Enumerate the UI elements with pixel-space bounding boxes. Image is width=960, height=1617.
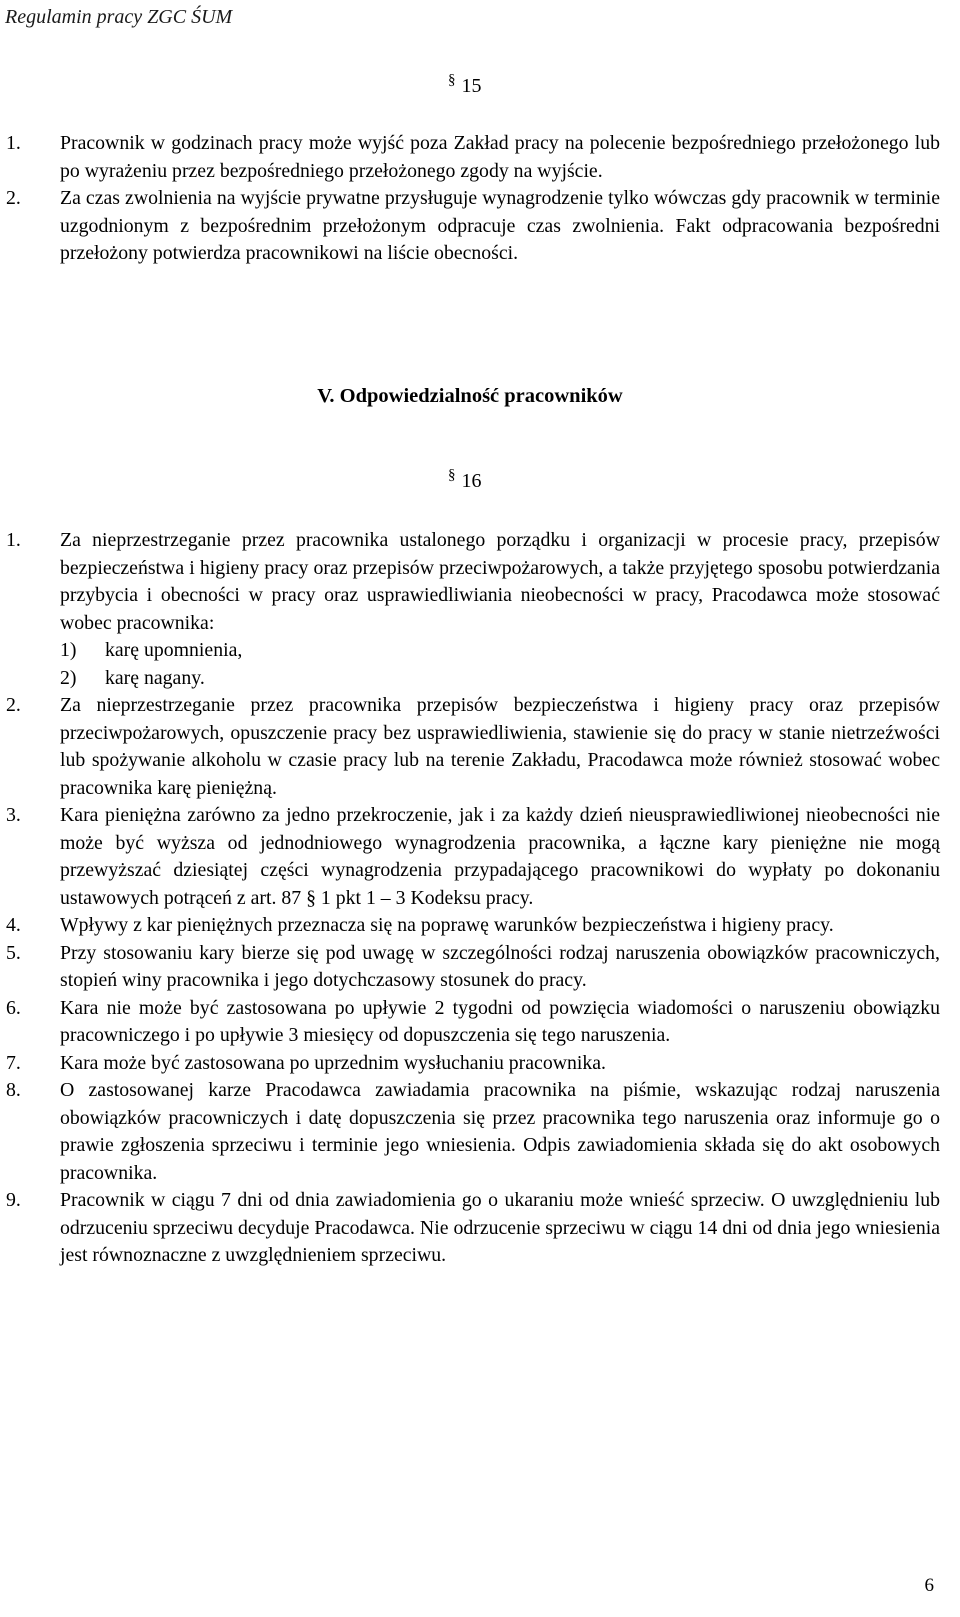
item-text: Za nieprzestrzeganie przez pracownika ustalonego porządku i organizacji w procesie pracy, przepisów bezpieczeństwa i higieny pracy oraz przepisów przeciwpożarowych, a także przyjętego sposobu potwierdzania przybycia i obecności w pracy oraz usprawiedliwiania nieobecności w pracy, Pracodawca może stosować wobec pracownika:: [60, 529, 940, 634]
item-text: Pracownik w godzinach pracy może wyjść poza Zakład pracy na polecenie bezpośredniego przełożonego lub po wyrażeniu przez bezpośredniego przełożonego zgody na wyjście.: [60, 132, 940, 182]
list-item: [0, 130, 940, 185]
sub-list-item: [60, 637, 940, 665]
item-number: 2.: [6, 187, 21, 209]
item-text: Kara pieniężna zarówno za jedno przekroczenie, jak i za każdy dzień nieusprawiedliwionej nieobecności nie może być wyższa od jednodniowego wynagrodzenia pracownika, a łączne kary pieniężne nie mogą przewyższać dziesiątej części wynagrodzenia przypadającego pracownikowi do wypłaty po dokonaniu ustawowych potrąceń z art. 87 § 1 pkt 1 – 3 Kodeksu pracy.: [60, 804, 940, 909]
list-item: [0, 1077, 940, 1187]
sub-item-number: 1): [60, 639, 77, 661]
item-number: 1.: [6, 529, 21, 551]
item-number: 8.: [6, 1079, 21, 1101]
section-sign: §: [448, 72, 456, 88]
sub-item-text: karę upomnienia,: [105, 639, 243, 661]
item-text: Przy stosowaniu kary bierze się pod uwagę w szczególności rodzaj naruszenia obowiązków pracowniczych, stopień winy pracownika i jego dotychczasowy stosunek do pracy.: [60, 941, 940, 991]
item-number: 5.: [6, 941, 21, 964]
document-header: Regulamin pracy ZGC ŚUM: [5, 6, 233, 28]
paragraph-15-list: [0, 130, 940, 268]
item-number: 3.: [6, 804, 21, 826]
list-item: [0, 940, 940, 995]
section-sign: §: [448, 467, 456, 483]
item-number: 7.: [6, 1051, 21, 1074]
page-number: 6: [924, 1575, 934, 1596]
chapter-title: V. Odpowiedzialność pracowników: [317, 385, 623, 407]
item-number: 6.: [6, 996, 21, 1019]
item-text: Wpływy z kar pieniężnych przeznacza się na poprawę warunków bezpieczeństwa i higieny pracy.: [60, 914, 834, 936]
item-text: O zastosowanej karze Pracodawca zawiadamia pracownika na piśmie, wskazując rodzaj naruszenia obowiązków pracowniczych i datę dopuszczenia się przez pracownika tego naruszenia oraz informuje go o prawie zgłoszenia sprzeciwu i terminie jego wniesienia. Odpis zawiadomienia składa się do akt osobowych pracownika.: [60, 1079, 940, 1184]
item-text: Pracownik w ciągu 7 dni od dnia zawiadomienia go o ukaraniu może wnieść sprzeciw. O uwzględnieniu lub odrzuceniu sprzeciwu decyduje Pracodawca. Nie odrzucenie sprzeciwu w ciągu 14 dni od dnia jego wniesienia jest równoznaczne z uwzględnieniem sprzeciwu.: [60, 1189, 940, 1266]
item-text: Kara może być zastosowana po uprzednim wysłuchaniu pracownika.: [60, 1051, 606, 1074]
paragraph-number: 15: [461, 75, 482, 97]
list-item: [0, 1187, 940, 1270]
item-text: Za nieprzestrzeganie przez pracownika przepisów bezpieczeństwa i higieny pracy oraz przepisów przeciwpożarowych, opuszczenie pracy bez usprawiedliwienia, stawienie się do pracy w stanie nietrzeźwości lub spożywanie alkoholu w czasie pracy lub na terenie Zakładu, Pracodawca może również stosować wobec pracownika karę pieniężną.: [60, 694, 940, 799]
list-item: [0, 995, 940, 1050]
paragraph-number: 16: [461, 470, 482, 492]
list-item: [0, 1050, 940, 1078]
sub-item-text: karę nagany.: [105, 666, 205, 689]
sub-list-item: [60, 665, 940, 693]
list-item: [0, 692, 940, 802]
paragraph-15-heading: [448, 72, 482, 98]
item-text: Kara nie może być zastosowana po upływie 2 tygodni od powzięcia wiadomości o naruszeniu obowiązku pracowniczego i po upływie 3 miesięcy od dopuszczenia się tego naruszenia.: [60, 996, 940, 1046]
item-number: 1.: [6, 132, 21, 154]
list-item: [0, 912, 940, 940]
item-number: 4.: [6, 914, 21, 936]
sub-item-number: 2): [60, 666, 77, 689]
paragraph-16-heading: [448, 467, 482, 493]
item-text: Za czas zwolnienia na wyjście prywatne przysługuje wynagrodzenie tylko wówczas gdy pracownik w terminie uzgodnionym z bezpośrednim przełożonym odpracuje czas zwolnienia. Fakt odpracowania bezpośredni przełożony potwierdza pracownikowi na liście obecności.: [60, 187, 940, 264]
list-item: [0, 185, 940, 268]
paragraph-16-list: [0, 527, 940, 1270]
item-number: 9.: [6, 1189, 21, 1211]
list-item: [0, 527, 940, 692]
list-item: [0, 802, 940, 912]
sub-list: [60, 637, 940, 692]
item-number: 2.: [6, 694, 21, 716]
